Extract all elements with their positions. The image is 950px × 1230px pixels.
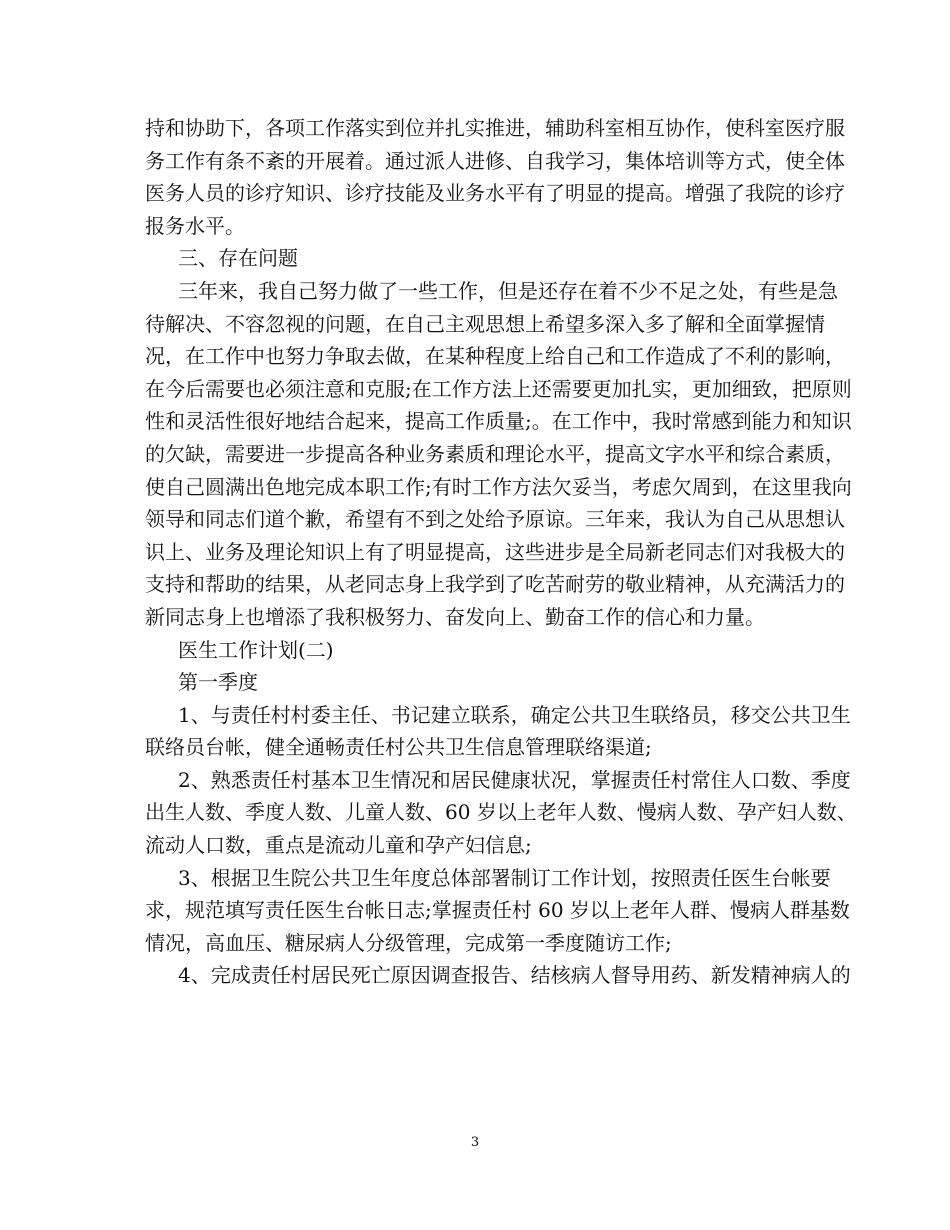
heading-existing-problems bbox=[145, 242, 811, 275]
text-line: 支持和帮助的结果，从老同志身上我学到了吃苦耐劳的敬业精神，从充满活力的 bbox=[145, 572, 845, 597]
text-line: 的欠缺，需要进一步提高各种业务素质和理论水平，提高文字水平和综合素质， bbox=[145, 441, 845, 466]
text-line: 待解决、不容忽视的问题，在自己主观思想上希望多深入多了解和全面掌握情 bbox=[145, 311, 825, 336]
text-line: 新同志身上也增添了我积极努力、奋发向上、勤奋工作的信心和力量。 bbox=[145, 604, 765, 629]
list-item-1 bbox=[145, 699, 851, 764]
text-line: 医务人员的诊疗知识、诊疗技能及业务水平有了明显的提高。增强了我院的诊疗 bbox=[145, 181, 845, 206]
heading-first-quarter bbox=[145, 666, 811, 699]
text-line: 况，在工作中也努力争取去做，在某种程度上给自己和工作造成了不利的影响， bbox=[145, 344, 845, 369]
text-line: 在今后需要也必须注意和克服;在工作方法上还需要更加扎实，更加细致，把原则 bbox=[145, 376, 852, 401]
text-line: 领导和同志们道个歉，希望有不到之处给予原谅。三年来，我认为自己从思想认 bbox=[145, 507, 845, 532]
page-number: 3 bbox=[470, 1135, 480, 1150]
paragraph-medical-service bbox=[145, 112, 845, 242]
text-line: 联络员台帐，健全通畅责任村公共卫生信息管理联络渠道; bbox=[145, 735, 652, 760]
list-item-4 bbox=[145, 959, 851, 992]
text-line: 1、与责任村村委主任、书记建立联系，确定公共卫生联络员，移交公共卫生 bbox=[178, 702, 851, 727]
text-line: 报务水平。 bbox=[145, 213, 245, 238]
text-line: 识上、业务及理论知识上有了明显提高，这些进步是全局新老同志们对我极大的 bbox=[145, 539, 845, 564]
text-line: 务工作有条不紊的开展着。通过派人进修、自我学习，集体培训等方式，使全体 bbox=[145, 148, 845, 173]
list-item-2 bbox=[145, 764, 857, 862]
text-line: 求，规范填写责任医生台帐日志;掌握责任村 60 岁以上老年人群、慢病人群基数 bbox=[145, 898, 850, 923]
text-line: 2、熟悉责任村基本卫生情况和居民健康状况，掌握责任村常住人口数、季度 bbox=[178, 767, 851, 792]
document-title: 医生工作计划(二) bbox=[178, 637, 334, 662]
text-line: 流动人口数，重点是流动儿童和孕产妇信息; bbox=[145, 833, 532, 858]
text-line: 性和灵活性很好地结合起来，提高工作质量;。在工作中，我时常感到能力和知识 bbox=[145, 409, 852, 434]
heading-doctor-work-plan bbox=[145, 634, 811, 667]
paragraph-problems bbox=[145, 275, 852, 634]
text-line: 情况，高血压、糖尿病人分级管理，完成第一季度随访工作; bbox=[145, 930, 672, 955]
text-line: 使自己圆满出色地完成本职工作;有时工作方法欠妥当，考虑欠周到，在这里我向 bbox=[145, 474, 852, 499]
list-item-3 bbox=[145, 862, 850, 960]
text-line: 持和协助下，各项工作落实到位并扎实推进，辅助科室相互协作，使科室医疗服 bbox=[145, 116, 845, 140]
text-line: 4、完成责任村居民死亡原因调查报告、结核病人督导用药、新发精神病人的 bbox=[178, 963, 851, 988]
text-line: 出生人数、季度人数、儿童人数、60 岁以上老年人数、慢病人数、孕产妇人数、 bbox=[145, 800, 857, 825]
text-line: 三年来，我自己努力做了一些工作，但是还存在着不少不足之处，有些是急 bbox=[178, 278, 838, 303]
section-heading: 第一季度 bbox=[178, 670, 258, 695]
document-body bbox=[145, 112, 857, 992]
text-line: 3、根据卫生院公共卫生年度总体部署制订工作计划，按照责任医生台帐要 bbox=[178, 865, 831, 890]
section-heading: 三、存在问题 bbox=[178, 246, 298, 271]
